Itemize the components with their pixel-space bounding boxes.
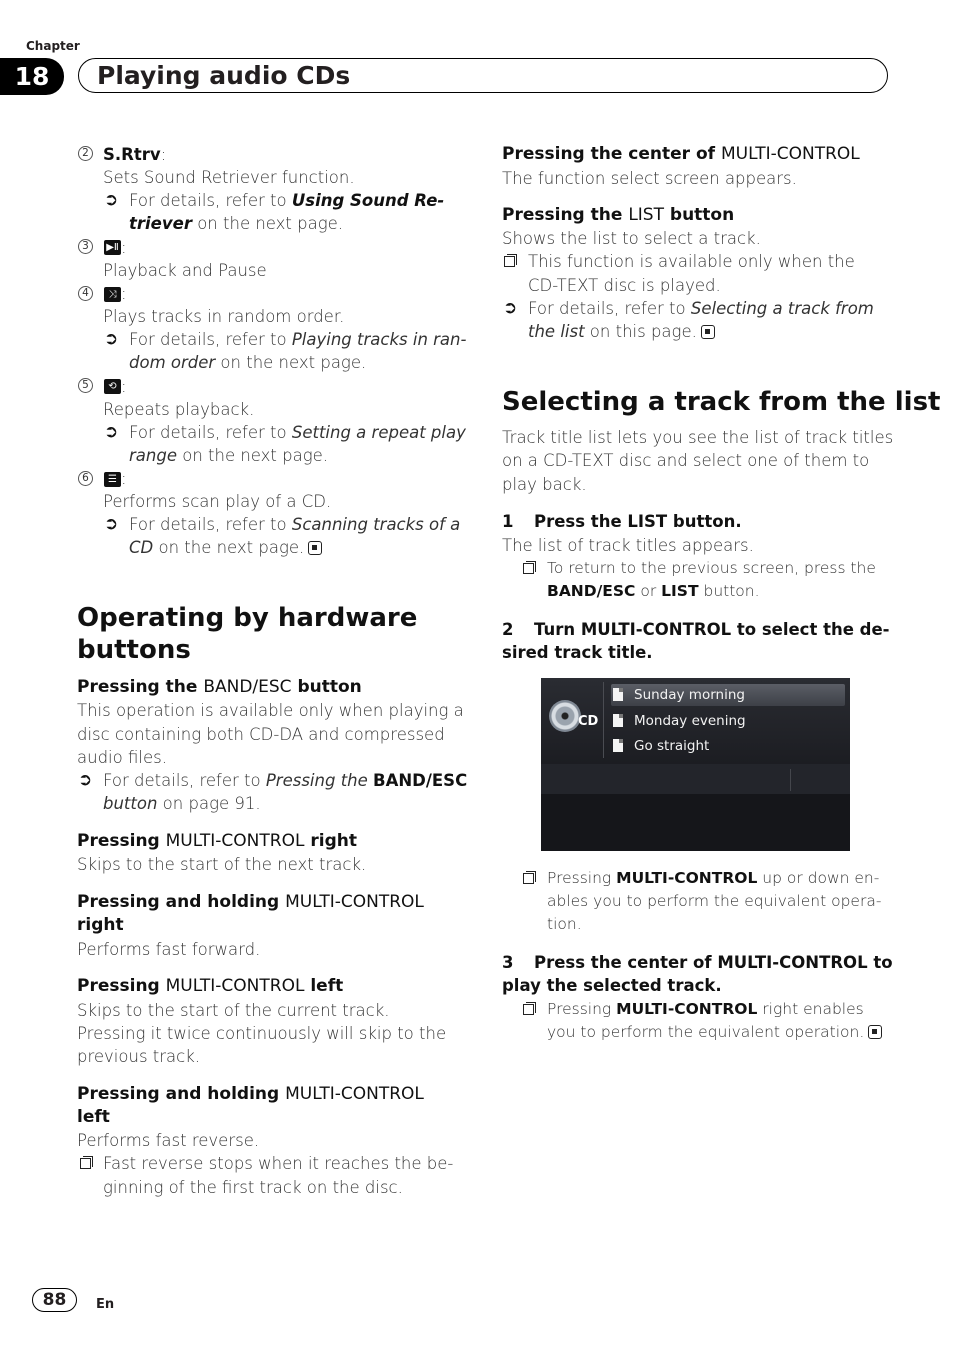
note-text: Fast reverse stops when it reaches the be- (103, 1154, 454, 1173)
item-number: 4 (78, 286, 93, 301)
reference-arrow-icon: ➲ (104, 190, 119, 210)
reference-text: range on the next page. (129, 446, 329, 465)
subheading: Pressing MULTI-CONTROL left (77, 976, 344, 996)
section-title: buttons (77, 635, 191, 665)
paragraph: Track title list lets you see the list of track titles (502, 428, 894, 447)
item-number: 6 (78, 471, 93, 486)
track-row[interactable] (611, 735, 845, 757)
reference-arrow-icon: ➲ (104, 422, 119, 442)
screen-bottom-bar (541, 764, 850, 794)
subheading: Pressing and holding MULTI-CONTROL (77, 892, 424, 912)
paragraph: Performs fast forward. (77, 940, 261, 959)
chapter-title: Playing audio CDs (97, 61, 351, 90)
chapter-label: Chapter (26, 39, 80, 53)
paragraph: The function select screen appears. (502, 169, 797, 188)
chapter-number: 18 (0, 58, 64, 95)
subheading: right (77, 915, 124, 935)
paragraph: Performs fast reverse. (77, 1131, 260, 1150)
reference-text: dom order on the next page. (129, 353, 367, 372)
item-desc: Repeats playback. (103, 400, 255, 419)
reference-arrow-icon: ➲ (78, 770, 93, 790)
paragraph: This operation is available only when playing a (77, 701, 464, 720)
screen-divider (603, 682, 604, 758)
note-checkbox-icon (523, 873, 534, 884)
note-text: ginning of the first track on the disc. (103, 1178, 403, 1197)
step-number: 2 (502, 620, 514, 639)
note-text: ables you to perform the equivalent opera- (547, 892, 882, 910)
step-text: sired track title. (502, 643, 653, 662)
reference-arrow-icon: ➲ (503, 298, 518, 318)
item-desc: Plays tracks in random order. (103, 307, 345, 326)
reference-text: triever on the next page. (129, 214, 344, 233)
note-text: Pressing MULTI-CONTROL up or down en- (547, 869, 880, 887)
reference-arrow-icon: ➲ (104, 329, 119, 349)
section-title: Operating by hardware (77, 603, 418, 633)
end-mark-icon (701, 325, 715, 339)
reference-text: For details, refer to Scanning tracks of a (129, 515, 461, 534)
track-row[interactable] (611, 710, 845, 732)
paragraph: play back. (502, 475, 587, 494)
play-pause-icon: ▶Ⅱ (104, 240, 121, 255)
reference-text: For details, refer to Using Sound Re- (129, 191, 445, 210)
step-text: Press the LIST button. (534, 512, 742, 531)
reference-text: For details, refer to Playing tracks in ran- (129, 330, 467, 349)
reference-text: For details, refer to Pressing the BAND/ESC (103, 771, 468, 790)
item-number: 3 (78, 239, 93, 254)
note-text: tion. (547, 915, 582, 933)
subheading: Pressing MULTI-CONTROL right (77, 831, 357, 851)
note-text: you to perform the equivalent operation. (547, 1021, 882, 1044)
subheading: Pressing the BAND/ESC button (77, 677, 362, 697)
reference-arrow-icon: ➲ (104, 514, 119, 534)
note-text: Pressing MULTI-CONTROL right enables (547, 1000, 864, 1018)
item-desc: Performs scan play of a CD. (103, 492, 332, 511)
track-list-screen (541, 678, 850, 851)
cd-label: CD (578, 714, 599, 729)
paragraph: on a CD-TEXT disc and select one of them to (502, 451, 870, 470)
step-number: 3 (502, 953, 514, 972)
paragraph: Skips to the start of the current track. (77, 1001, 390, 1020)
track-row-selected[interactable] (611, 684, 845, 706)
paragraph: previous track. (77, 1047, 201, 1066)
end-mark-icon (308, 541, 322, 555)
step-text: play the selected track. (502, 976, 722, 995)
random-icon: ⤨ (104, 287, 121, 302)
note-text: CD-TEXT disc is played. (528, 276, 721, 295)
track-title: Sunday morning (634, 687, 745, 703)
document-icon (613, 739, 623, 752)
note-text: BAND/ESC or LIST button. (547, 582, 760, 600)
paragraph: The list of track titles appears. (502, 536, 754, 555)
item-number: 2 (78, 146, 93, 161)
paragraph: Pressing it twice continuously will skip to the (77, 1024, 447, 1043)
section-title: Selecting a track from the list (502, 387, 941, 417)
item-desc: Playback and Pause (103, 261, 267, 280)
repeat-icon: ⟲ (104, 379, 121, 394)
step-text: Turn MULTI-CONTROL to select the de- (534, 620, 890, 639)
subheading: left (77, 1107, 110, 1127)
subheading: Pressing and holding MULTI-CONTROL (77, 1084, 424, 1104)
reference-text: the list on this page. (528, 320, 715, 343)
note-checkbox-icon (504, 256, 515, 267)
track-title: Monday evening (634, 713, 746, 729)
document-icon (613, 714, 623, 727)
item-number: 5 (78, 378, 93, 393)
step-text: Press the center of MULTI-CONTROL to (534, 953, 893, 972)
item-label: S.Rtrv: (103, 145, 167, 164)
paragraph: Shows the list to select a track. (502, 229, 761, 248)
reference-text: For details, refer to Setting a repeat play (129, 423, 466, 442)
end-mark-icon (868, 1025, 882, 1039)
paragraph: audio files. (77, 748, 167, 767)
subheading: Pressing the center of MULTI-CONTROL (502, 144, 860, 164)
page-number: 88 (32, 1288, 77, 1312)
paragraph: disc containing both CD-DA and compressed (77, 725, 445, 744)
cd-disc-icon (549, 700, 581, 732)
language-label: En (96, 1297, 115, 1312)
screen-divider (790, 769, 791, 791)
step-number: 1 (502, 512, 514, 531)
reference-text: CD on the next page. (129, 536, 322, 559)
document-icon (613, 688, 623, 701)
scan-icon: ☰ (104, 472, 121, 487)
item-desc: Sets Sound Retriever function. (103, 168, 355, 187)
reference-text: button on page 91. (103, 794, 261, 813)
track-title: Go straight (634, 738, 710, 754)
note-text: This function is available only when the (528, 252, 855, 271)
note-checkbox-icon (523, 563, 534, 574)
note-text: To return to the previous screen, press the (547, 559, 876, 577)
subheading: Pressing the LIST button (502, 205, 735, 225)
paragraph: Skips to the start of the next track. (77, 855, 367, 874)
note-checkbox-icon (80, 1158, 91, 1169)
reference-text: For details, refer to Selecting a track from (528, 299, 874, 318)
note-checkbox-icon (523, 1004, 534, 1015)
